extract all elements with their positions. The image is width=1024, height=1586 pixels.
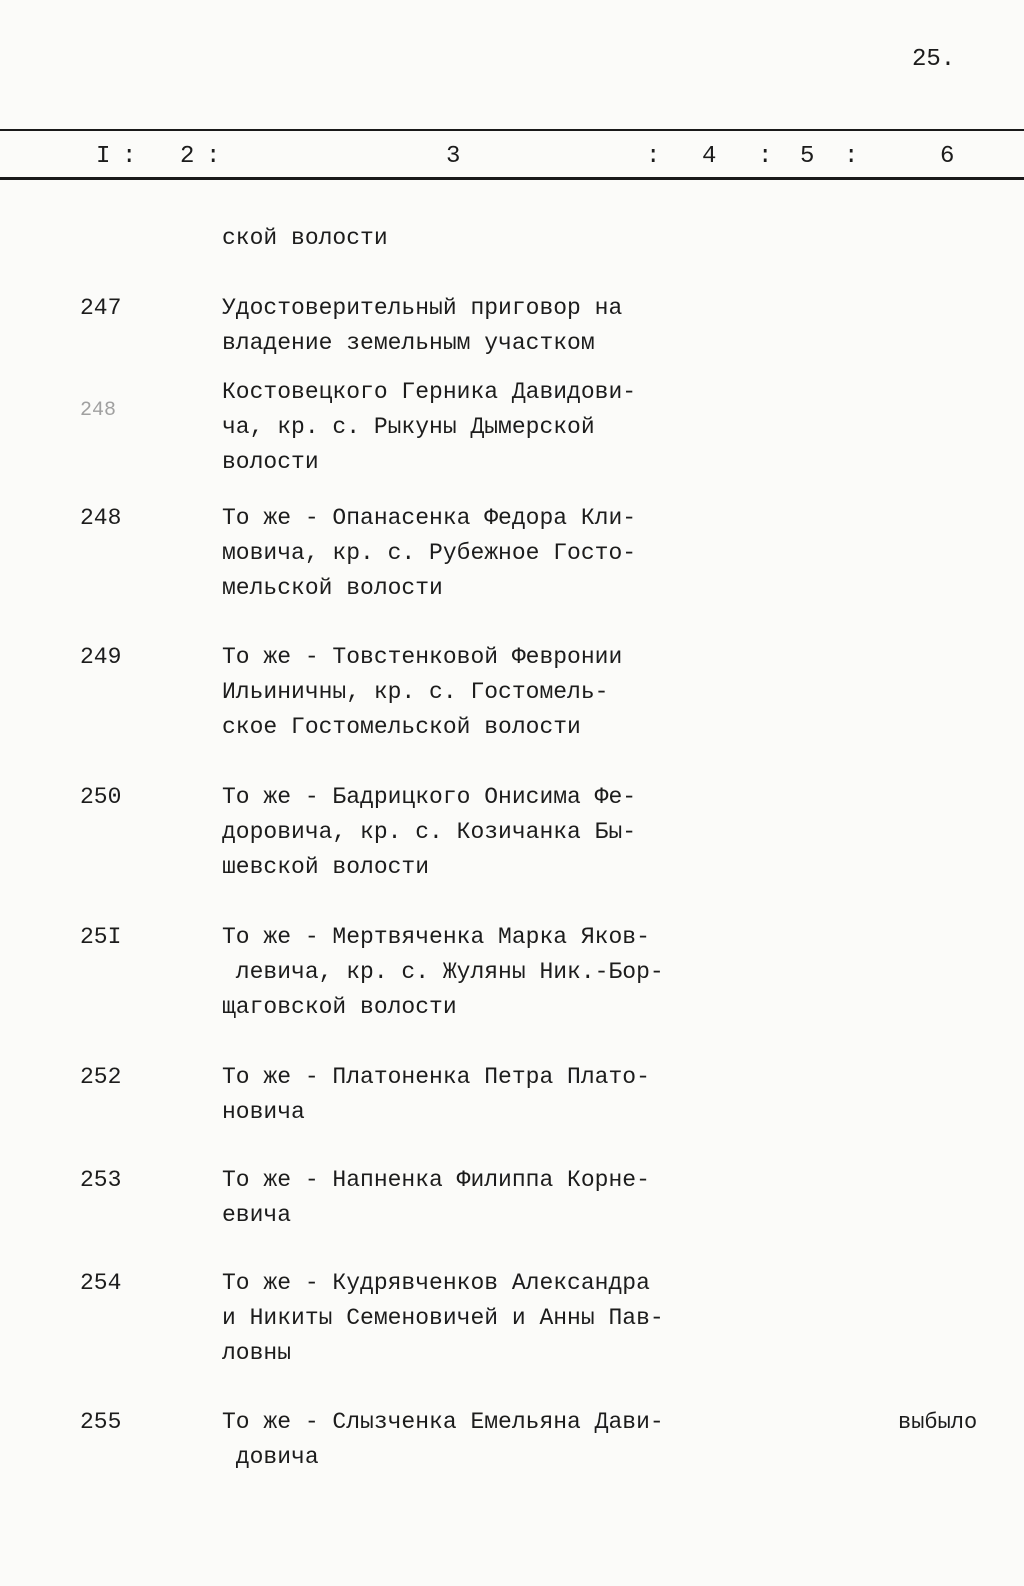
entry-line: Костовецкого Герника Давидови- [222,379,637,405]
entry-description [222,1266,664,1371]
entry-number: 253 [80,1167,122,1193]
entry-line: ское Гостомельской волости [222,714,581,740]
entry-description [222,780,636,885]
entry-description [222,291,622,361]
entry-description [222,640,622,745]
header-col-1: I [96,143,111,170]
entry-line: доровича, кр. с. Козичанка Бы- [222,819,637,845]
entry-line: евича [222,1202,292,1228]
entry-number: 250 [80,784,122,810]
entry-number: 248 [80,505,122,531]
entry-line: То же - Мертвяченка Марка Яков- [222,924,650,950]
entry-line: То же - Товстенковой Февронии [222,644,623,670]
entry-line: Ильиничны, кр. с. Гостомель- [222,679,609,705]
entry-number: 247 [80,295,122,321]
entry-line: мовича, кр. с. Рубежное Госто- [222,540,637,566]
entry-line: довича [222,1444,319,1470]
entry-line: щаговской волости [222,994,457,1020]
entry-note: выбыло [898,1410,978,1435]
entry-line: волости [222,449,319,475]
entry-line: То же - Кудрявченков Александра [222,1270,650,1296]
entry-number: 254 [80,1270,122,1296]
entry-description [222,1060,650,1130]
entry-number: 248 [80,399,117,422]
entry-description [222,1405,664,1475]
continuation-text: ской волости [222,225,388,251]
header-col-2: 2 [180,143,195,170]
entry-description [222,920,664,1025]
entry-number: 25I [80,924,122,950]
header-bottom-rule [0,177,1024,180]
entry-line: и Никиты Семеновичей и Анны Пав- [222,1305,664,1331]
header-col-3: 3 [446,143,461,170]
entry-line: Удостоверительный приговор на [222,295,623,321]
entry-line: То же - Бадрицкого Онисима Фе- [222,784,637,810]
entry-line: То же - Опанасенка Федора Кли- [222,505,637,531]
header-top-rule [0,129,1024,131]
entry-line: То же - Платоненка Петра Плато- [222,1064,650,1090]
entry-line: левича, кр. с. Жуляны Ник.-Бор- [222,959,664,985]
entry-number: 252 [80,1064,122,1090]
header-sep: : [844,143,859,170]
entry-description [222,375,636,480]
entry-description [222,501,636,606]
entry-line: шевской волости [222,854,430,880]
header-sep: : [758,143,773,170]
header-col-6: 6 [940,143,955,170]
entry-number: 249 [80,644,122,670]
header-sep: : [122,143,137,170]
entry-line: новича [222,1099,305,1125]
page-number: 25. [912,46,956,73]
entry-line: владение земельным участком [222,330,595,356]
entry-description [222,1163,650,1233]
entry-line: ча, кр. с. Рыкуны Дымерской [222,414,595,440]
entry-number: 255 [80,1409,122,1435]
entry-line: мельской волости [222,575,443,601]
entry-line: ловны [222,1340,292,1366]
header-sep: : [646,143,661,170]
header-col-4: 4 [702,143,717,170]
header-sep: : [206,143,221,170]
entry-line: То же - Напненка Филиппа Корне- [222,1167,650,1193]
header-col-5: 5 [800,143,815,170]
entry-line: То же - Слызченка Емельяна Дави- [222,1409,664,1435]
